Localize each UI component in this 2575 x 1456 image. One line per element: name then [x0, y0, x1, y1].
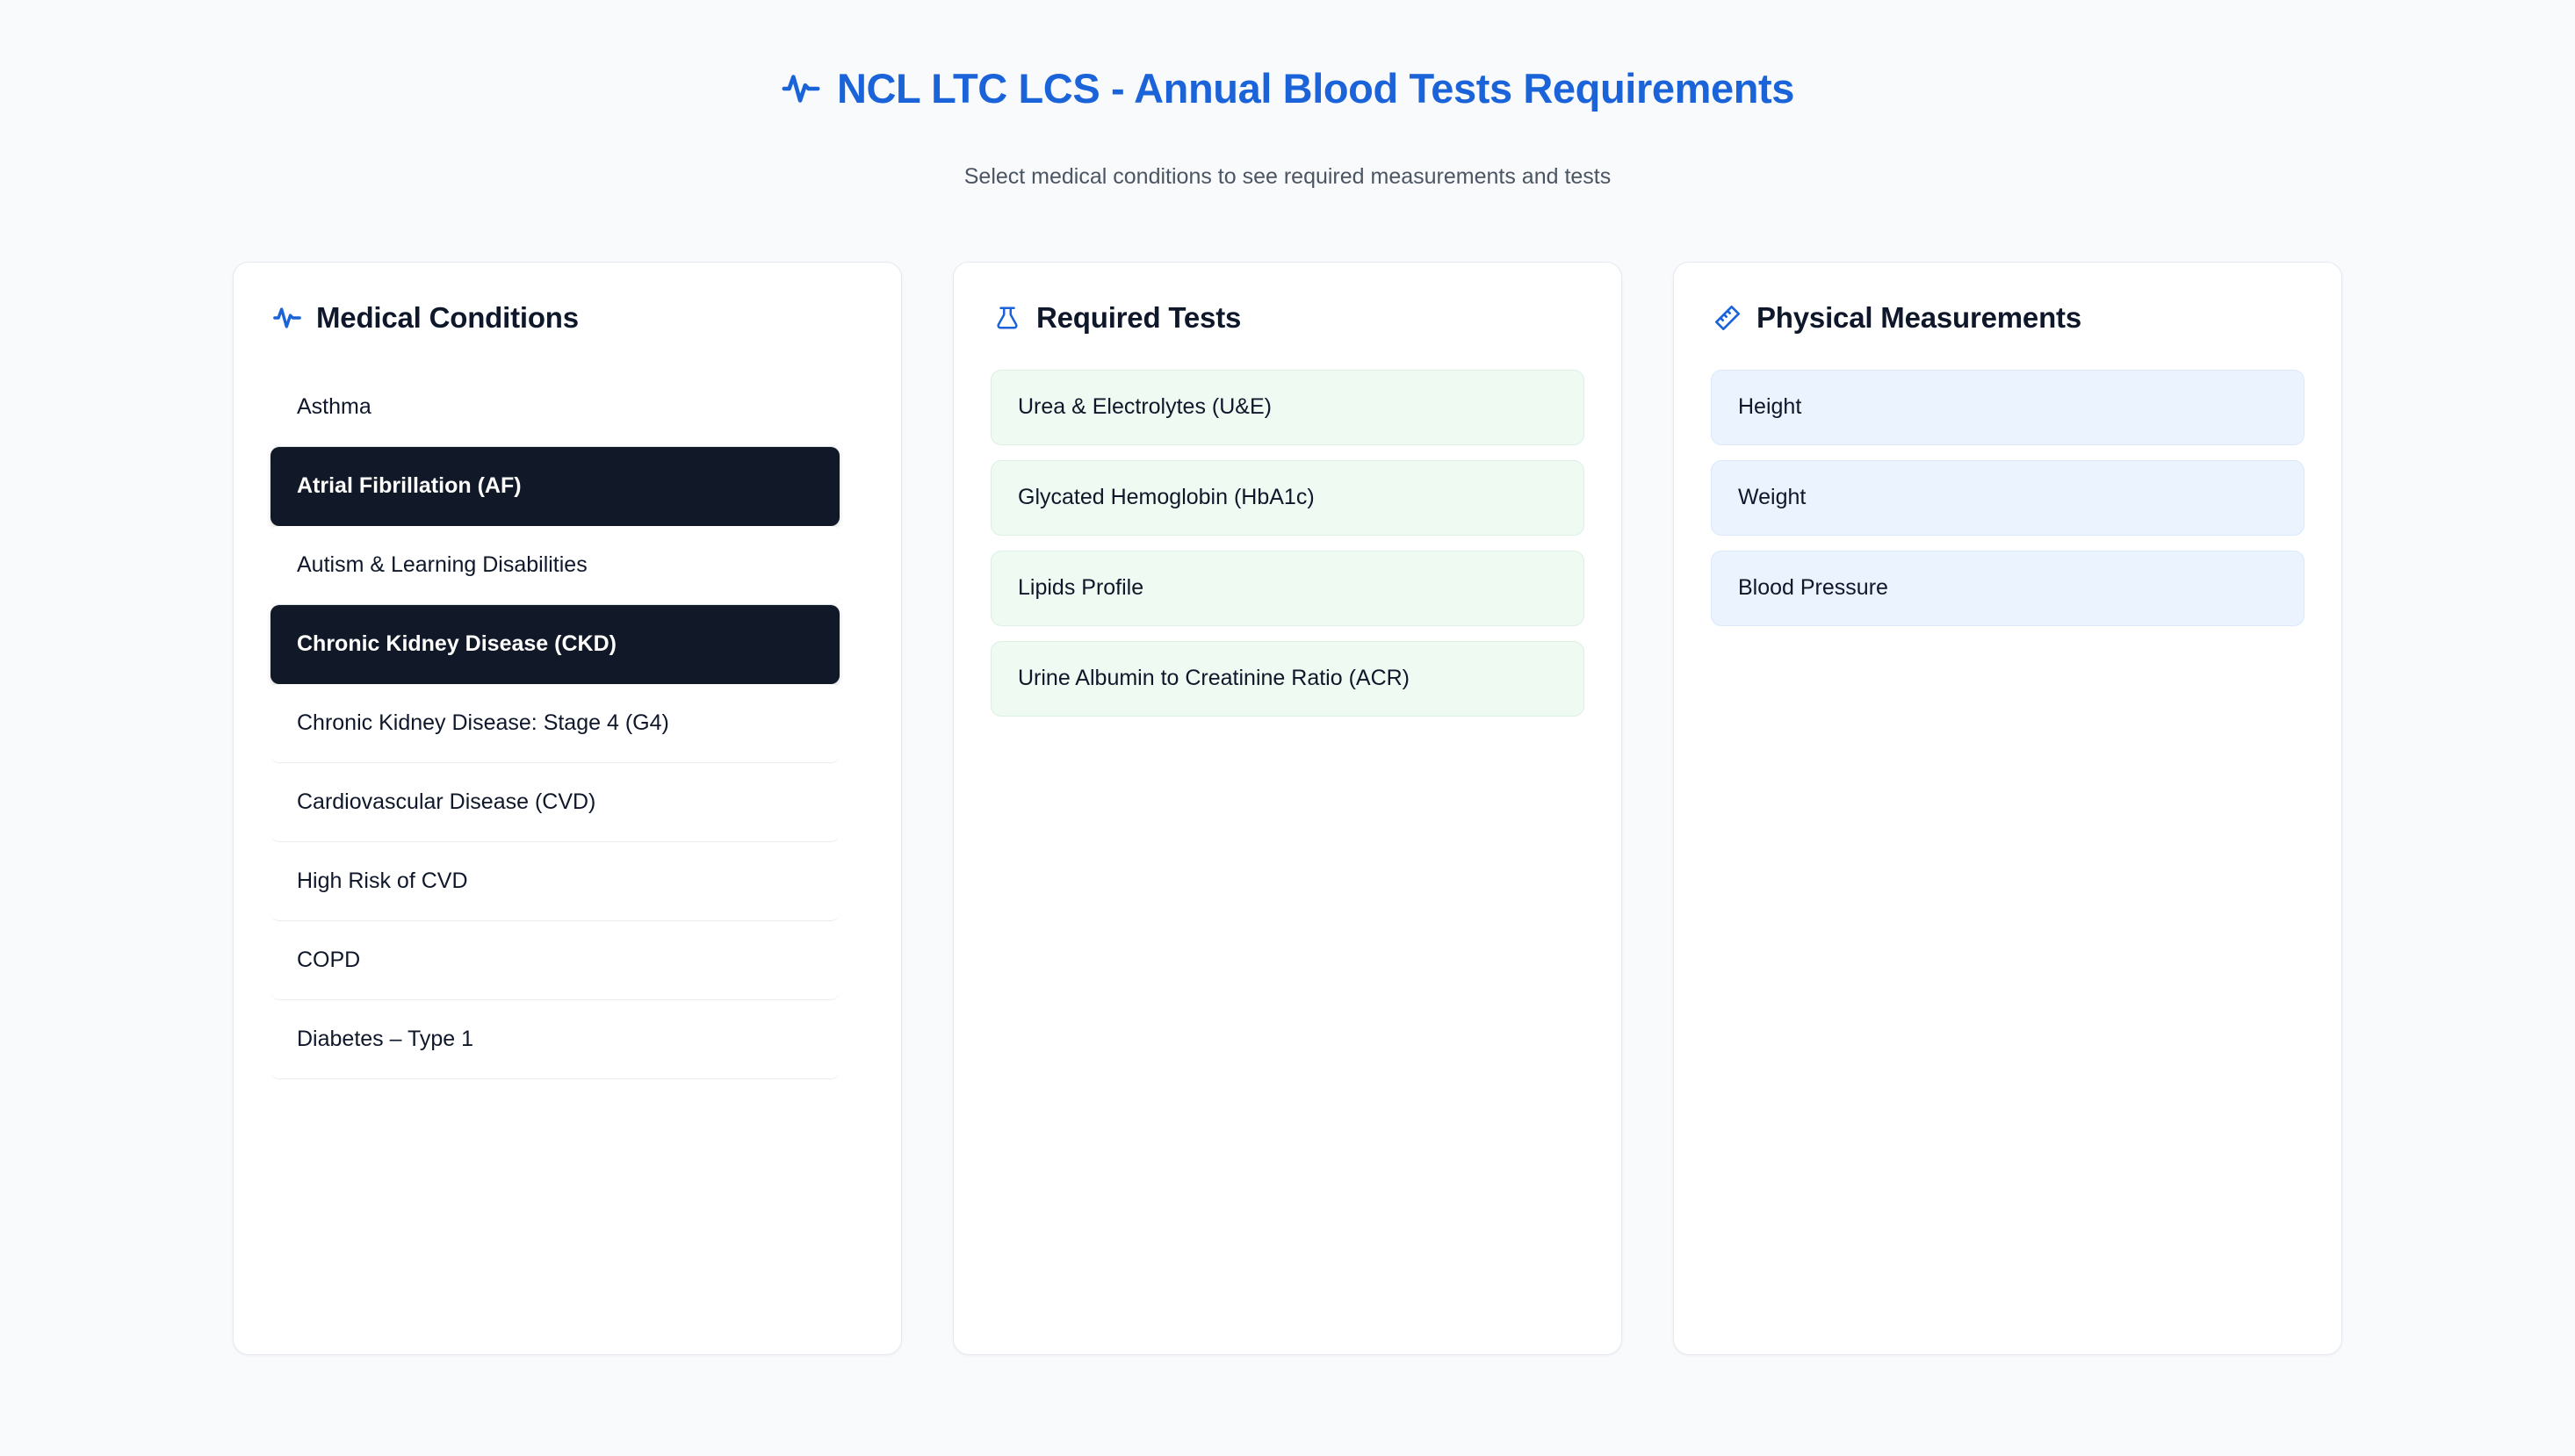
condition-item-autism-learning-disabilities[interactable]: [270, 526, 840, 605]
measurement-item-blood-pressure[interactable]: [1711, 551, 2305, 626]
flask-icon: [992, 303, 1022, 333]
physical-measurements-header: [1674, 263, 2341, 335]
condition-item-chronic-kidney-disease[interactable]: [270, 605, 840, 684]
test-item-lipids-profile[interactable]: [991, 551, 1584, 626]
medical-conditions-body: [234, 335, 901, 1079]
measurements-list: [1711, 370, 2305, 626]
title-row: [0, 39, 2575, 140]
condition-label: Chronic Kidney Disease (CKD): [297, 631, 617, 656]
physical-measurements-title: Physical Measurements: [1756, 300, 2081, 334]
test-label: Urine Albumin to Creatinine Ratio (ACR): [1018, 666, 1410, 691]
activity-pulse-icon: [272, 303, 302, 333]
condition-item-diabetes-type-1[interactable]: [270, 1000, 840, 1079]
activity-pulse-icon: [781, 68, 821, 109]
condition-label: High Risk of CVD: [297, 868, 468, 893]
panels-container: [0, 262, 2575, 1355]
condition-item-high-risk-cvd[interactable]: [270, 842, 840, 921]
medical-conditions-panel: [233, 262, 902, 1355]
required-tests-panel: [953, 262, 1622, 1355]
conditions-list: [270, 368, 864, 1079]
condition-label: Asthma: [297, 393, 371, 419]
measurement-item-height[interactable]: [1711, 370, 2305, 445]
measurement-label: Weight: [1738, 485, 1807, 510]
required-tests-body: [954, 335, 1621, 717]
physical-measurements-panel: [1673, 262, 2342, 1355]
test-item-hba1c[interactable]: [991, 460, 1584, 536]
physical-measurements-body: [1674, 335, 2341, 626]
test-label: Lipids Profile: [1018, 575, 1144, 601]
condition-item-asthma[interactable]: [270, 368, 840, 447]
medical-conditions-header: [234, 263, 901, 335]
condition-label: Chronic Kidney Disease: Stage 4 (G4): [297, 710, 669, 735]
condition-item-copd[interactable]: [270, 921, 840, 1000]
condition-item-atrial-fibrillation[interactable]: [270, 447, 840, 526]
measurement-label: Blood Pressure: [1738, 575, 1888, 601]
test-label: Glycated Hemoglobin (HbA1c): [1018, 485, 1315, 510]
test-item-acr[interactable]: [991, 641, 1584, 717]
condition-item-cardiovascular-disease[interactable]: [270, 763, 840, 842]
page-title: NCL LTC LCS - Annual Blood Tests Requirements: [836, 65, 1795, 112]
test-item-ue[interactable]: [991, 370, 1584, 445]
condition-label: Atrial Fibrillation (AF): [297, 472, 522, 498]
page-subtitle: Select medical conditions to see required measurements and tests: [963, 163, 1612, 189]
condition-label: COPD: [297, 947, 361, 972]
measurement-item-weight[interactable]: [1711, 460, 2305, 536]
page-header: [0, 0, 2575, 190]
condition-label: Cardiovascular Disease (CVD): [297, 789, 596, 814]
test-label: Urea & Electrolytes (U&E): [1018, 394, 1272, 420]
condition-item-ckd-stage-4[interactable]: [270, 684, 840, 763]
medical-conditions-title: Medical Conditions: [316, 300, 579, 334]
required-tests-header: [954, 263, 1621, 335]
tests-list: [991, 370, 1584, 717]
ruler-icon: [1713, 303, 1742, 333]
condition-label: Diabetes – Type 1: [297, 1026, 474, 1051]
required-tests-title: Required Tests: [1036, 300, 1242, 334]
measurement-label: Height: [1738, 394, 1802, 420]
condition-label: Autism & Learning Disabilities: [297, 551, 588, 577]
